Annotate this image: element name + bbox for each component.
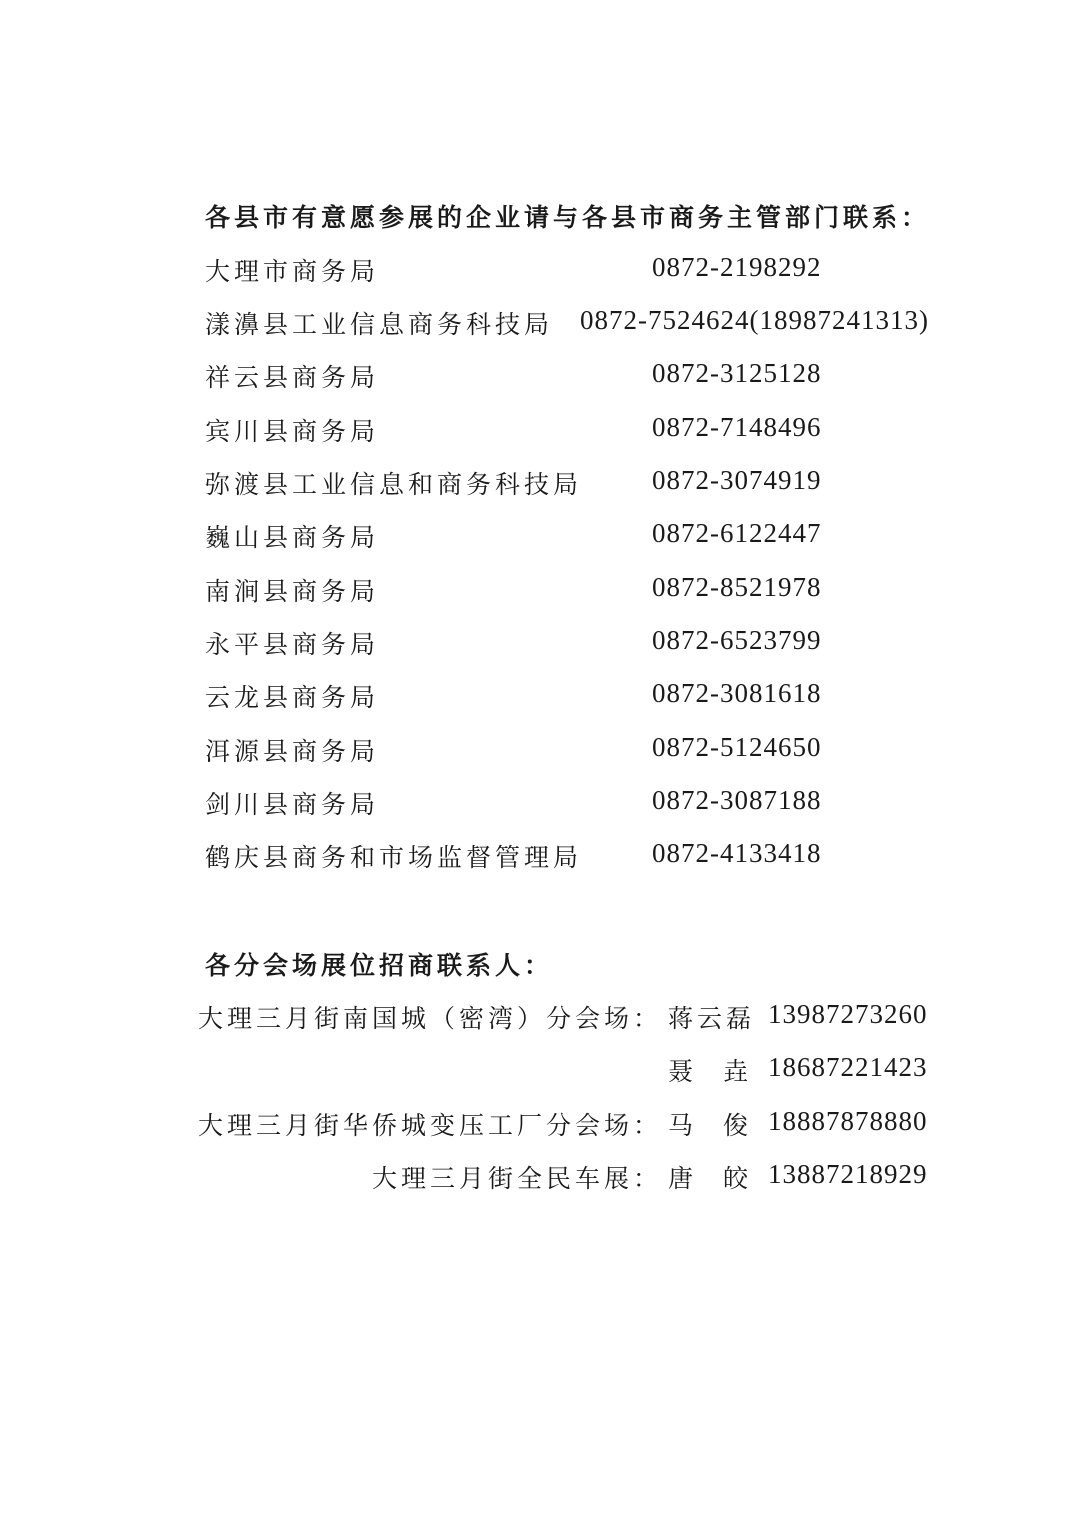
department-phone: 0872-3087188 xyxy=(652,785,822,815)
venue-contact-row xyxy=(0,999,1080,1039)
department-name: 洱源县商务局 xyxy=(205,737,380,766)
department-phone: 0872-7148496 xyxy=(652,412,822,442)
venue-section-heading: 各分会场展位招商联系人： xyxy=(205,951,554,980)
contact-mobile: 18687221423 xyxy=(768,1052,928,1082)
county-contact-row xyxy=(205,678,965,718)
department-phone: 0872-4133418 xyxy=(652,838,822,868)
department-phone: 0872-5124650 xyxy=(652,732,822,762)
county-contact-row xyxy=(205,518,965,558)
department-phone: 0872-2198292 xyxy=(652,252,822,282)
contact-mobile: 13887218929 xyxy=(768,1159,928,1189)
county-contact-row xyxy=(205,412,965,452)
department-name: 弥渡县工业信息和商务科技局 xyxy=(205,470,583,499)
department-name: 鹤庆县商务和市场监督管理局 xyxy=(205,843,583,872)
venue-name: 大理三月街全民车展： xyxy=(371,1164,662,1193)
contact-person: 马俊 xyxy=(668,1111,779,1140)
county-contact-row xyxy=(205,572,965,612)
county-contact-row xyxy=(205,732,965,772)
county-contact-row xyxy=(205,785,965,825)
venue-name: 大理三月街华侨城变压工厂分会场： xyxy=(197,1111,662,1140)
venue-contact-row xyxy=(0,1159,1080,1199)
department-name: 南涧县商务局 xyxy=(205,577,380,606)
department-phone: 0872-6523799 xyxy=(652,625,822,655)
department-name: 剑川县商务局 xyxy=(205,790,380,819)
department-phone: 0872-8521978 xyxy=(652,572,822,602)
county-contact-row xyxy=(205,465,965,505)
contact-mobile: 13987273260 xyxy=(768,999,928,1029)
venue-name: 大理三月街南国城（密湾）分会场： xyxy=(197,1004,662,1033)
department-phone: 0872-7524624(18987241313) xyxy=(580,305,929,335)
county-contact-row xyxy=(205,358,965,398)
county-contact-row xyxy=(205,305,965,345)
contact-person: 蒋云磊 xyxy=(668,1004,756,1033)
venue-contact-row xyxy=(0,1106,1080,1146)
department-name: 大理市商务局 xyxy=(205,257,380,286)
department-name: 宾川县商务局 xyxy=(205,417,380,446)
county-contact-row xyxy=(205,838,965,878)
department-name: 云龙县商务局 xyxy=(205,683,380,712)
county-section-heading: 各县市有意愿参展的企业请与各县市商务主管部门联系： xyxy=(205,203,931,232)
department-phone: 0872-3125128 xyxy=(652,358,822,388)
department-name: 巍山县商务局 xyxy=(205,523,380,552)
department-name: 永平县商务局 xyxy=(205,630,380,659)
county-contact-row xyxy=(205,252,965,292)
contact-person: 聂垚 xyxy=(668,1057,779,1086)
contact-mobile: 18887878880 xyxy=(768,1106,928,1136)
county-contact-row xyxy=(205,625,965,665)
department-phone: 0872-3074919 xyxy=(652,465,822,495)
venue-contact-row xyxy=(0,1052,1080,1092)
department-phone: 0872-3081618 xyxy=(652,678,822,708)
department-phone: 0872-6122447 xyxy=(652,518,822,548)
department-name: 漾濞县工业信息商务科技局 xyxy=(205,310,554,339)
department-name: 祥云县商务局 xyxy=(205,363,380,392)
contact-person: 唐皎 xyxy=(668,1164,779,1193)
